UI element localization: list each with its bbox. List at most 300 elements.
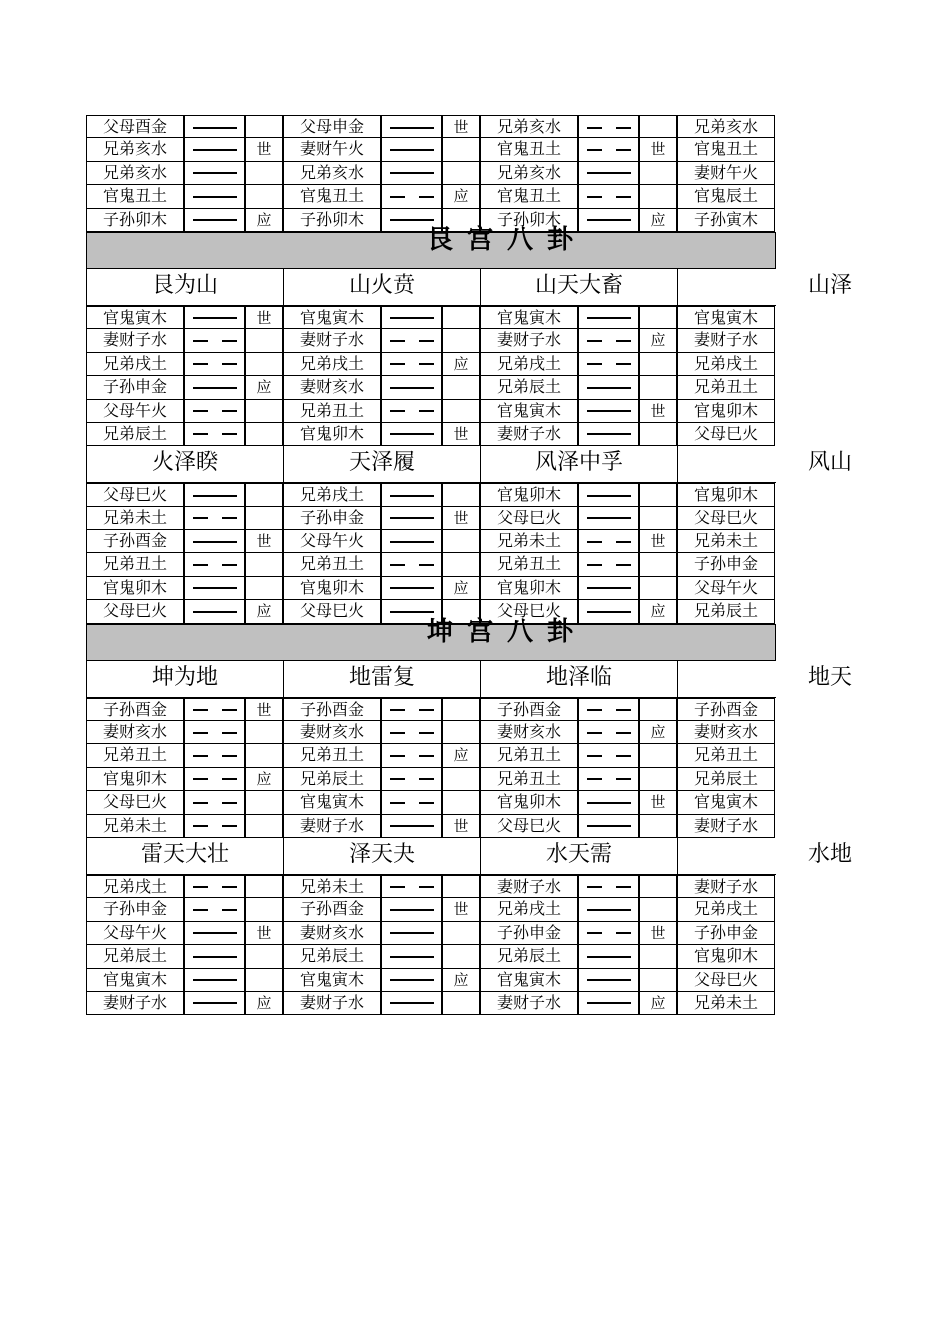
hexagram-cell bbox=[283, 838, 480, 875]
position-mark bbox=[442, 400, 480, 423]
broken-line-icon bbox=[193, 732, 237, 734]
solid-line-icon bbox=[587, 909, 631, 911]
hexagram-name-row bbox=[86, 446, 950, 483]
line-label: 官鬼丑土 bbox=[677, 138, 775, 161]
yao-line bbox=[578, 507, 639, 530]
position-mark bbox=[245, 945, 283, 968]
yao-line bbox=[184, 698, 245, 721]
line-label: 父母巳火 bbox=[677, 969, 775, 992]
line-label: 官鬼寅木 bbox=[480, 400, 578, 423]
position-mark bbox=[639, 898, 677, 921]
line-label: 妻财亥水 bbox=[677, 721, 775, 744]
solid-line-icon bbox=[390, 1002, 434, 1004]
line-label: 兄弟辰土 bbox=[677, 768, 775, 791]
broken-line-icon bbox=[587, 340, 631, 342]
line-label: 兄弟戌土 bbox=[283, 353, 381, 376]
line-label: 兄弟辰土 bbox=[677, 600, 775, 623]
line-label: 父母午火 bbox=[86, 400, 184, 423]
hexagram-name: 艮为山 bbox=[151, 272, 219, 298]
hexagram-cell bbox=[86, 661, 283, 698]
table-row bbox=[86, 400, 950, 423]
line-label: 兄弟未土 bbox=[480, 530, 578, 553]
line-label: 兄弟亥水 bbox=[480, 115, 578, 138]
line-label: 官鬼卯木 bbox=[283, 423, 381, 446]
yao-line bbox=[578, 768, 639, 791]
table-row bbox=[86, 507, 950, 530]
line-label: 父母巳火 bbox=[480, 815, 578, 838]
line-label: 官鬼寅木 bbox=[86, 306, 184, 329]
line-label: 妻财午火 bbox=[283, 138, 381, 161]
yao-line bbox=[381, 969, 442, 992]
line-label: 妻财亥水 bbox=[283, 721, 381, 744]
line-label: 父母午火 bbox=[677, 577, 775, 600]
hexagram-cell bbox=[480, 661, 677, 698]
table-row bbox=[86, 922, 950, 945]
position-mark bbox=[245, 898, 283, 921]
hexagram-cell bbox=[86, 838, 283, 875]
hexagram-sheet bbox=[86, 115, 950, 1015]
table-row bbox=[86, 138, 950, 161]
solid-line-icon bbox=[587, 172, 631, 174]
position-mark bbox=[442, 791, 480, 814]
yao-line bbox=[578, 791, 639, 814]
yao-line bbox=[184, 162, 245, 185]
position-mark: 世 bbox=[639, 400, 677, 423]
table-row bbox=[86, 875, 950, 898]
line-label: 兄弟丑土 bbox=[480, 553, 578, 576]
table-row bbox=[86, 577, 950, 600]
position-mark bbox=[442, 376, 480, 399]
line-label: 父母巳火 bbox=[677, 423, 775, 446]
yao-line bbox=[578, 721, 639, 744]
hexagram-name: 地天 bbox=[807, 664, 852, 690]
broken-line-icon bbox=[193, 564, 237, 566]
solid-line-icon bbox=[390, 932, 434, 934]
solid-line-icon bbox=[193, 127, 237, 129]
position-mark bbox=[245, 115, 283, 138]
line-label: 妻财子水 bbox=[86, 329, 184, 352]
line-label: 子孙卯木 bbox=[283, 209, 381, 232]
solid-line-icon bbox=[193, 1002, 237, 1004]
position-mark: 世 bbox=[639, 530, 677, 553]
position-mark: 世 bbox=[245, 698, 283, 721]
yao-line bbox=[184, 423, 245, 446]
solid-line-icon bbox=[193, 587, 237, 589]
solid-line-icon bbox=[587, 802, 631, 804]
solid-line-icon bbox=[390, 149, 434, 151]
line-label: 兄弟戌土 bbox=[677, 353, 775, 376]
solid-line-icon bbox=[587, 433, 631, 435]
position-mark bbox=[639, 376, 677, 399]
position-mark bbox=[639, 185, 677, 208]
broken-line-icon bbox=[193, 433, 237, 435]
line-label: 子孙申金 bbox=[677, 553, 775, 576]
broken-line-icon bbox=[193, 825, 237, 827]
position-mark: 世 bbox=[639, 138, 677, 161]
solid-line-icon bbox=[587, 956, 631, 958]
line-label: 妻财亥水 bbox=[86, 721, 184, 744]
yao-line bbox=[381, 306, 442, 329]
line-label: 兄弟未土 bbox=[677, 992, 775, 1015]
line-label: 兄弟辰土 bbox=[283, 768, 381, 791]
hexagram-cell bbox=[677, 269, 852, 306]
table-row bbox=[86, 306, 950, 329]
yao-line bbox=[578, 138, 639, 161]
table-row bbox=[86, 898, 950, 921]
yao-line bbox=[184, 875, 245, 898]
hexagram-name: 山泽 bbox=[807, 272, 852, 298]
yao-line bbox=[381, 815, 442, 838]
line-label: 子孙卯木 bbox=[86, 209, 184, 232]
yao-line bbox=[184, 507, 245, 530]
line-label: 兄弟戌土 bbox=[283, 483, 381, 506]
position-mark: 应 bbox=[442, 969, 480, 992]
hexagram-cell bbox=[480, 838, 677, 875]
line-label: 官鬼卯木 bbox=[86, 768, 184, 791]
solid-line-icon bbox=[587, 387, 631, 389]
yao-line bbox=[381, 376, 442, 399]
line-label: 兄弟未土 bbox=[677, 530, 775, 553]
line-label: 妻财亥水 bbox=[480, 721, 578, 744]
line-label: 妻财子水 bbox=[480, 875, 578, 898]
line-label: 父母巳火 bbox=[480, 600, 578, 623]
line-label: 兄弟丑土 bbox=[677, 744, 775, 767]
yao-line bbox=[184, 306, 245, 329]
yao-line bbox=[578, 969, 639, 992]
line-label: 官鬼卯木 bbox=[86, 577, 184, 600]
position-mark bbox=[245, 815, 283, 838]
broken-line-icon bbox=[193, 709, 237, 711]
position-mark: 应 bbox=[245, 768, 283, 791]
broken-line-icon bbox=[193, 363, 237, 365]
position-mark bbox=[245, 507, 283, 530]
line-label: 父母午火 bbox=[283, 530, 381, 553]
line-label: 父母巳火 bbox=[86, 600, 184, 623]
line-label: 妻财子水 bbox=[480, 329, 578, 352]
position-mark: 应 bbox=[442, 353, 480, 376]
yao-line bbox=[381, 115, 442, 138]
solid-line-icon bbox=[390, 172, 434, 174]
position-mark: 世 bbox=[639, 922, 677, 945]
line-label: 官鬼寅木 bbox=[677, 306, 775, 329]
line-label: 子孙申金 bbox=[283, 507, 381, 530]
line-label: 兄弟未土 bbox=[86, 507, 184, 530]
solid-line-icon bbox=[390, 956, 434, 958]
yao-line bbox=[381, 875, 442, 898]
line-label: 子孙酉金 bbox=[480, 698, 578, 721]
position-mark: 应 bbox=[245, 600, 283, 623]
table-row bbox=[86, 423, 950, 446]
line-label: 兄弟亥水 bbox=[677, 115, 775, 138]
position-mark: 世 bbox=[245, 530, 283, 553]
yao-line bbox=[184, 815, 245, 838]
position-mark bbox=[639, 768, 677, 791]
position-mark bbox=[639, 483, 677, 506]
line-label: 官鬼卯木 bbox=[677, 400, 775, 423]
position-mark: 世 bbox=[442, 507, 480, 530]
yao-line bbox=[381, 577, 442, 600]
solid-line-icon bbox=[193, 495, 237, 497]
position-mark bbox=[639, 507, 677, 530]
solid-line-icon bbox=[587, 1002, 631, 1004]
position-mark bbox=[442, 698, 480, 721]
line-label: 妻财亥水 bbox=[283, 922, 381, 945]
position-mark bbox=[639, 306, 677, 329]
line-label: 兄弟戌土 bbox=[86, 875, 184, 898]
solid-line-icon bbox=[193, 387, 237, 389]
hexagram-name: 雷天大壮 bbox=[140, 841, 230, 867]
hexagram-name: 山火贲 bbox=[348, 272, 416, 298]
line-label: 兄弟戌土 bbox=[86, 353, 184, 376]
table-row bbox=[86, 376, 950, 399]
line-label: 兄弟未土 bbox=[283, 875, 381, 898]
yao-line bbox=[184, 353, 245, 376]
position-mark: 世 bbox=[639, 791, 677, 814]
broken-line-icon bbox=[193, 802, 237, 804]
broken-line-icon bbox=[587, 564, 631, 566]
position-mark bbox=[442, 768, 480, 791]
hexagram-name: 泽天夬 bbox=[348, 841, 416, 867]
position-mark: 应 bbox=[245, 209, 283, 232]
yao-line bbox=[578, 209, 639, 232]
line-label: 父母巳火 bbox=[677, 507, 775, 530]
table-row bbox=[86, 744, 950, 767]
hexagram-name-row bbox=[86, 661, 950, 698]
yao-line bbox=[578, 115, 639, 138]
solid-line-icon bbox=[390, 433, 434, 435]
solid-line-icon bbox=[587, 825, 631, 827]
position-mark: 应 bbox=[639, 600, 677, 623]
table-row bbox=[86, 353, 950, 376]
line-label: 妻财子水 bbox=[86, 992, 184, 1015]
line-label: 兄弟丑土 bbox=[677, 376, 775, 399]
yao-line bbox=[184, 530, 245, 553]
position-mark bbox=[639, 423, 677, 446]
position-mark bbox=[245, 875, 283, 898]
yao-line bbox=[381, 922, 442, 945]
broken-line-icon bbox=[390, 196, 434, 198]
solid-line-icon bbox=[390, 909, 434, 911]
line-label: 兄弟辰土 bbox=[86, 945, 184, 968]
line-label: 兄弟丑土 bbox=[283, 744, 381, 767]
yao-line bbox=[381, 898, 442, 921]
yao-line bbox=[578, 875, 639, 898]
yao-line bbox=[184, 898, 245, 921]
palace-header bbox=[86, 616, 776, 661]
position-mark: 世 bbox=[245, 922, 283, 945]
hexagram-cell bbox=[283, 661, 480, 698]
table-row bbox=[86, 530, 950, 553]
yao-line bbox=[184, 577, 245, 600]
position-mark: 应 bbox=[639, 721, 677, 744]
line-label: 官鬼寅木 bbox=[283, 791, 381, 814]
line-label: 父母巳火 bbox=[480, 507, 578, 530]
broken-line-icon bbox=[193, 410, 237, 412]
line-label: 官鬼丑土 bbox=[480, 185, 578, 208]
line-label: 兄弟亥水 bbox=[86, 162, 184, 185]
position-mark: 应 bbox=[639, 209, 677, 232]
position-mark bbox=[442, 162, 480, 185]
line-label: 子孙卯木 bbox=[480, 209, 578, 232]
yao-line bbox=[184, 329, 245, 352]
solid-line-icon bbox=[390, 517, 434, 519]
line-label: 妻财子水 bbox=[283, 815, 381, 838]
solid-line-icon bbox=[193, 196, 237, 198]
yao-line bbox=[578, 744, 639, 767]
table-row bbox=[86, 698, 950, 721]
line-label: 兄弟亥水 bbox=[480, 162, 578, 185]
line-label: 兄弟丑土 bbox=[480, 744, 578, 767]
broken-line-icon bbox=[390, 363, 434, 365]
position-mark bbox=[639, 945, 677, 968]
yao-line bbox=[381, 329, 442, 352]
line-label: 官鬼寅木 bbox=[86, 969, 184, 992]
position-mark bbox=[245, 400, 283, 423]
broken-line-icon bbox=[193, 886, 237, 888]
broken-line-icon bbox=[390, 410, 434, 412]
position-mark bbox=[245, 553, 283, 576]
yao-line bbox=[184, 400, 245, 423]
line-label: 兄弟丑土 bbox=[283, 553, 381, 576]
hexagram-name: 地泽临 bbox=[545, 664, 613, 690]
line-label: 兄弟未土 bbox=[86, 815, 184, 838]
broken-line-icon bbox=[193, 909, 237, 911]
line-label: 兄弟丑土 bbox=[480, 768, 578, 791]
position-mark bbox=[639, 969, 677, 992]
yao-line bbox=[578, 698, 639, 721]
solid-line-icon bbox=[587, 517, 631, 519]
line-label: 兄弟辰土 bbox=[283, 945, 381, 968]
line-label: 官鬼卯木 bbox=[480, 483, 578, 506]
line-label: 官鬼寅木 bbox=[480, 306, 578, 329]
yao-line bbox=[184, 115, 245, 138]
position-mark bbox=[442, 553, 480, 576]
yao-line bbox=[381, 553, 442, 576]
line-label: 子孙酉金 bbox=[283, 898, 381, 921]
yao-line bbox=[381, 138, 442, 161]
solid-line-icon bbox=[390, 127, 434, 129]
position-mark bbox=[245, 744, 283, 767]
yao-line bbox=[184, 768, 245, 791]
line-label: 父母午火 bbox=[86, 922, 184, 945]
line-label: 兄弟丑土 bbox=[86, 744, 184, 767]
yao-line bbox=[381, 744, 442, 767]
line-label: 兄弟戌土 bbox=[480, 353, 578, 376]
position-mark bbox=[442, 721, 480, 744]
table-row bbox=[86, 721, 950, 744]
yao-line bbox=[578, 483, 639, 506]
broken-line-icon bbox=[587, 127, 631, 129]
position-mark bbox=[442, 875, 480, 898]
line-label: 父母巳火 bbox=[86, 791, 184, 814]
line-label: 官鬼丑土 bbox=[86, 185, 184, 208]
hexagram-cell bbox=[283, 269, 480, 306]
line-label: 官鬼卯木 bbox=[480, 791, 578, 814]
solid-line-icon bbox=[587, 587, 631, 589]
yao-line bbox=[184, 553, 245, 576]
hexagram-cell bbox=[480, 446, 677, 483]
yao-line bbox=[578, 898, 639, 921]
broken-line-icon bbox=[193, 778, 237, 780]
table-row bbox=[86, 969, 950, 992]
position-mark: 应 bbox=[245, 992, 283, 1015]
position-mark bbox=[442, 329, 480, 352]
yao-line bbox=[184, 721, 245, 744]
yao-line bbox=[184, 138, 245, 161]
yao-line bbox=[381, 185, 442, 208]
yao-line bbox=[184, 922, 245, 945]
yao-line bbox=[578, 992, 639, 1015]
broken-line-icon bbox=[587, 541, 631, 543]
hexagram-name: 风山 bbox=[807, 450, 852, 476]
table-row bbox=[86, 185, 950, 208]
position-mark bbox=[442, 992, 480, 1015]
line-label: 兄弟辰土 bbox=[86, 423, 184, 446]
line-label: 妻财子水 bbox=[677, 329, 775, 352]
line-label: 妻财子水 bbox=[283, 992, 381, 1015]
table-row bbox=[86, 768, 950, 791]
solid-line-icon bbox=[193, 317, 237, 319]
yao-line bbox=[381, 423, 442, 446]
position-mark bbox=[245, 577, 283, 600]
table-row bbox=[86, 162, 950, 185]
solid-line-icon bbox=[193, 149, 237, 151]
line-label: 父母巳火 bbox=[283, 600, 381, 623]
line-label: 官鬼寅木 bbox=[677, 791, 775, 814]
position-mark bbox=[639, 744, 677, 767]
solid-line-icon bbox=[193, 541, 237, 543]
broken-line-icon bbox=[587, 778, 631, 780]
line-label: 官鬼卯木 bbox=[480, 577, 578, 600]
solid-line-icon bbox=[390, 587, 434, 589]
position-mark bbox=[442, 530, 480, 553]
yao-line bbox=[578, 162, 639, 185]
position-mark: 世 bbox=[245, 306, 283, 329]
position-mark: 应 bbox=[639, 992, 677, 1015]
hexagram-name: 地雷复 bbox=[348, 664, 416, 690]
position-mark: 世 bbox=[442, 815, 480, 838]
palace-title: 艮宫八卦 bbox=[427, 224, 588, 255]
solid-line-icon bbox=[193, 979, 237, 981]
solid-line-icon bbox=[390, 495, 434, 497]
broken-line-icon bbox=[390, 755, 434, 757]
position-mark bbox=[245, 969, 283, 992]
broken-line-icon bbox=[390, 802, 434, 804]
line-label: 子孙申金 bbox=[86, 376, 184, 399]
hexagram-name: 坤为地 bbox=[151, 664, 219, 690]
table-row bbox=[86, 483, 950, 506]
position-mark bbox=[442, 945, 480, 968]
solid-line-icon bbox=[193, 932, 237, 934]
broken-line-icon bbox=[587, 196, 631, 198]
hexagram-name: 天泽履 bbox=[348, 450, 416, 476]
yao-line bbox=[381, 698, 442, 721]
yao-line bbox=[578, 185, 639, 208]
position-mark bbox=[245, 791, 283, 814]
yao-line bbox=[184, 209, 245, 232]
hexagram-name: 山天大畜 bbox=[534, 272, 624, 298]
line-label: 子孙酉金 bbox=[86, 698, 184, 721]
solid-line-icon bbox=[193, 172, 237, 174]
broken-line-icon bbox=[390, 732, 434, 734]
line-label: 兄弟戌土 bbox=[677, 898, 775, 921]
line-label: 父母申金 bbox=[283, 115, 381, 138]
position-mark: 世 bbox=[245, 138, 283, 161]
yao-line bbox=[184, 969, 245, 992]
yao-line bbox=[381, 945, 442, 968]
line-label: 妻财午火 bbox=[677, 162, 775, 185]
yao-line bbox=[578, 329, 639, 352]
